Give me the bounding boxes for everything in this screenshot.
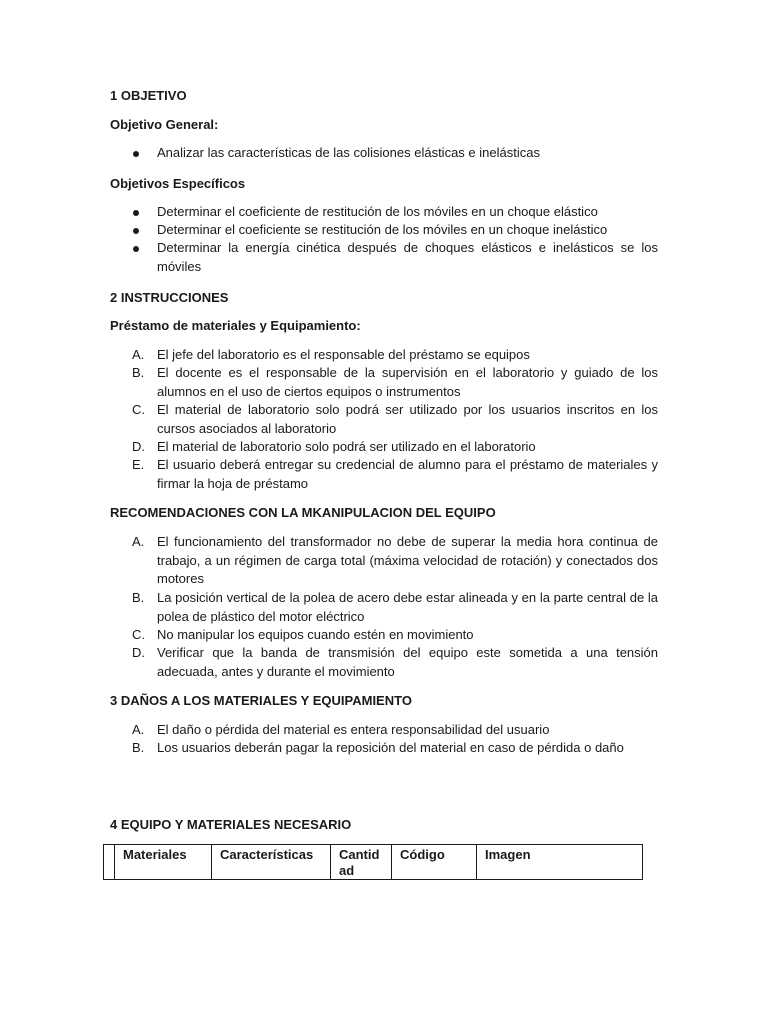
list-marker: A. [132, 534, 145, 549]
recommendation-item: La posición vertical de la polea de acero debe estar alineada y en la parte central de la polea de plástico del motor eléctrico [157, 590, 658, 624]
general-objective-item: Analizar las características de las colisiones elásticas e inelásticas [157, 145, 540, 160]
specific-objectives-heading: Objetivos Específicos [110, 176, 246, 191]
specific-objective-item: Determinar el coeficiente se restitución de los móviles en un choque inelástico [157, 222, 608, 237]
list-marker: B. [132, 365, 145, 380]
table-header-cell: Cantidad [331, 845, 392, 880]
damage-item: Los usuarios deberán pagar la reposición del material en caso de pérdida o daño [157, 740, 624, 755]
loan-item: El material de laboratorio solo podrá ser utilizado en el laboratorio [157, 439, 536, 454]
damage-item: El daño o pérdida del material es entera responsabilidad del usuario [157, 722, 550, 737]
recommendation-item: No manipular los equipos cuando estén en movimiento [157, 627, 474, 642]
list-marker: B. [132, 740, 145, 755]
loan-item: El usuario deberá entregar su credencial de alumno para el préstamo de materiales y firmar la hoja de préstamo [157, 457, 658, 491]
recommendation-item: El funcionamiento del transformador no debe de superar la media hora continua de trabajo, a un régimen de carga total (máxima velocidad de rotación) y conectados dos motores [157, 534, 658, 586]
table-header-cell: Materiales [115, 845, 212, 880]
list-marker: B. [132, 590, 145, 605]
table-header-cell: Imagen [477, 845, 643, 880]
table-header-cell [104, 845, 115, 880]
list-marker: D. [132, 439, 145, 454]
list-marker: D. [132, 645, 145, 660]
section-2-title: 2 INSTRUCCIONES [110, 290, 229, 305]
section-1-title: 1 OBJETIVO [110, 88, 187, 103]
list-marker: A. [132, 347, 145, 362]
loan-item: El material de laboratorio solo podrá ser utilizado por los usuarios inscritos en los cursos asociados al laboratorio [157, 402, 658, 436]
loan-item: El docente es el responsable de la supervisión en el laboratorio y guiado de los alumnos en el uso de ciertos equipos o instrumentos [157, 365, 658, 399]
bullet-icon [133, 246, 139, 252]
specific-objective-item: Determinar el coeficiente de restitución de los móviles en un choque elástico [157, 204, 598, 219]
section-4-title: 4 EQUIPO Y MATERIALES NECESARIO [110, 817, 352, 832]
table-header-cell: Código [392, 845, 477, 880]
loan-heading: Préstamo de materiales y Equipamiento: [110, 318, 361, 333]
bullet-icon [133, 151, 139, 157]
general-objective-heading: Objetivo General: [110, 117, 219, 132]
list-marker: C. [132, 402, 145, 417]
bullet-icon [133, 210, 139, 216]
bullet-icon [133, 228, 139, 234]
section-3-title: 3 DAÑOS A LOS MATERIALES Y EQUIPAMIENTO [110, 693, 412, 708]
list-marker: C. [132, 627, 145, 642]
loan-item: El jefe del laboratorio es el responsable del préstamo se equipos [157, 347, 530, 362]
equipment-table [103, 844, 643, 880]
list-marker: E. [132, 457, 145, 472]
table-header-cell: Características [212, 845, 331, 880]
recommendation-item: Verificar que la banda de transmisión del equipo este sometida a una tensión adecuada, antes y durante el movimiento [157, 645, 658, 679]
specific-objective-item: Determinar la energía cinética después de choques elásticos e inelásticos se los móviles [157, 240, 658, 274]
table-header-row [104, 845, 643, 880]
list-marker: A. [132, 722, 145, 737]
recommendations-heading: RECOMENDACIONES CON LA MKANIPULACION DEL EQUIPO [110, 505, 496, 520]
